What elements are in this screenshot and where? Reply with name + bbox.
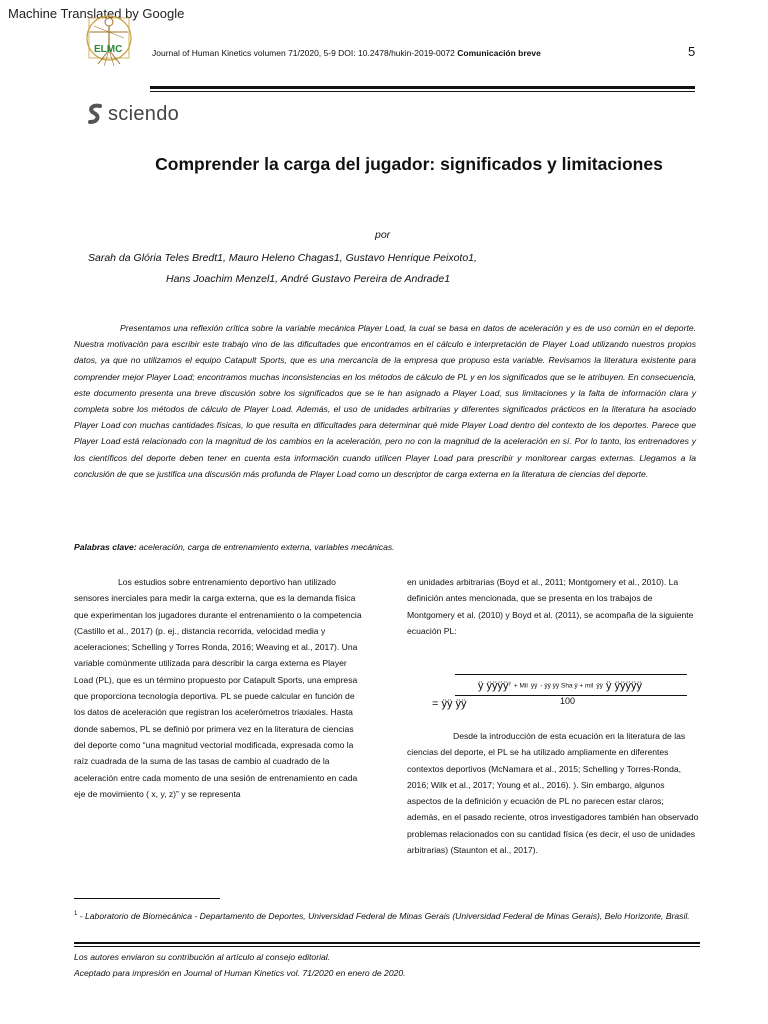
abstract (74, 320, 696, 482)
footer-acceptance-note: Aceptado para impresión en Journal of Human Kinetics vol. 71/2020 en enero de 2020. (74, 968, 406, 978)
journal-logo (76, 8, 142, 78)
equation-denominator: 100 (560, 696, 576, 706)
col-right-bot-text: Desde la introducción de esta ecuación en la literatura de las ciencias del deporte, el PL se ha utilizado ampliamente en diferentes contextos deportivos (McNamara et al., 2015; Schelling y Torres-Ronda, 2016; Wilk et al., 2017; Young et al., 2016). ). Sin embargo, algunos aspectos de la definición y ecuación de PL no parecen estar claros; además, en el pasado reciente, otros investigadores también han observado problemas relacionados con su cantidad física (es decir, el uso de unidades arbitrarias) (Staunton et al., 2017). (407, 731, 699, 856)
header-rule (150, 86, 695, 89)
footnote (74, 908, 704, 923)
equation-numerator (478, 680, 642, 692)
eq-term-5: ÿÿ (596, 682, 603, 690)
authors-line-1: Sarah da Glória Teles Bredt1, Mauro Heleno Chagas1, Gustavo Henrique Peixoto1, (88, 252, 477, 264)
equation-left-side: = ÿÿ ÿÿ (432, 698, 467, 710)
eq-sup: ÿ (508, 680, 511, 686)
article-title: Comprender la carga del jugador: significados y limitaciones (155, 154, 663, 174)
eq-term-3: ÿÿ (530, 682, 538, 690)
machine-translation-watermark: Machine Translated by Google (8, 6, 185, 21)
header-rule-thin (150, 91, 695, 92)
keywords-text: aceleración, carga de entrenamiento externa, variables mecánicas. (136, 542, 395, 552)
byline-label: por (375, 229, 391, 241)
journal-header (152, 48, 541, 58)
publisher-name: sciendo (108, 102, 180, 125)
keywords (74, 542, 395, 552)
footnote-mark: 1 (74, 911, 78, 917)
col-left-text: Los estudios sobre entrenamiento deportivo han utilizado sensores inerciales para medir la carga externa, que es la demanda física que experimentan los jugadores durante el entrenamiento o la competencia (Castillo et al., 2017) (p. ej., distancia recorrida, velocidad media y aceleraciones; Schelling y Torres Ronda, 2016; Weaving et al., 2017). Una variable comúnmente utilizada para describir la carga externa es Player Load (PL), que es un término propuesto por Catapult Sports, una empresa que proporciona tecnología deportiva. PL se puede calcular en función de los datos de aceleración que registran los acelerómetros triaxiales. Hasta donde sabemos, PL se definió por primera vez en la literatura de ciencias del deporte como “una magnitud vectorial modificada, expresada como la raíz cuadrada de la suma de las tasas de cambio al cuadrado de la aceleración entre cada momento de una sesión de entrenamiento en cada eje de movimiento ( x, y, z)” y se representa (74, 577, 362, 799)
eq-term-1: ÿ ÿÿÿÿ (478, 680, 509, 692)
eq-term-4: - ÿÿ ÿÿ Sha ÿ + mil (540, 682, 594, 690)
col-right-top-text: en unidades arbitrarias (Boyd et al., 2011; Montgomery et al., 2010). La definición antes mencionada, que se presenta en los trabajos de Montgomery et al. (2010) y Boyd et al. (2011), se acompaña de la siguiente ecuación PL: (407, 577, 694, 636)
journal-info: Journal of Human Kinetics volumen 71/2020, 5-9 DOI: 10.2478/hukin-2019-0072 (152, 48, 458, 58)
footnote-text: - Laboratorio de Biomecánica - Departamento de Deportes, Universidad Federal de Minas Gerais (Universidad Federal de Minas Gerais), Belo Horizonte, Brasil. (77, 910, 690, 921)
body-column-right-bottom (407, 728, 699, 858)
body-column-right-top (407, 574, 699, 639)
body-column-left (74, 574, 362, 802)
eq-term-6: ÿ ÿÿÿÿÿ (605, 680, 643, 692)
logo-text: ELMC (94, 44, 123, 55)
authors-line-2: Hans Joachim Menzel1, André Gustavo Pereira de Andrade1 (166, 273, 451, 285)
sciendo-icon (86, 103, 104, 125)
footer-submission-note: Los autores enviaron su contribución al artículo al consejo editorial. (74, 952, 331, 962)
footer-rule-thin (74, 946, 700, 947)
eq-term-2: + Mil (513, 682, 528, 690)
publisher-logo (86, 100, 179, 128)
equation-sqrt-line (455, 674, 687, 675)
footer-rule (74, 942, 700, 944)
keywords-label: Palabras clave: (74, 542, 137, 552)
footnote-rule (74, 898, 220, 899)
page-number: 5 (688, 44, 696, 59)
article-type: Comunicación breve (457, 48, 541, 58)
abstract-text: Presentamos una reflexión crítica sobre la variable mecánica Player Load, la cual se basa en datos de aceleración y es de uso común en el deporte. Nuestra motivación para escribir este trabajo vino de las dificultades que encontramos en el cálculo e interpretación de Player Load utilizando nuestros propios datos, ya que no utilizamos el equipo Catapult Sports, que es una mercancía de la empresa que propuso esta variable. Revisamos la literatura existente para comprender mejor Player Load; encontramos muchas inconsistencias en los métodos de cálculo de PL y en los significados que se le atribuyen. En consecuencia, este documento presenta una breve discusión sobre los significados que se le han asignado a Player Load, sus limitaciones y la falta de información clara y completa sobre los métodos de cálculo de Player Load. Además, el uso de unidades arbitrarias y diferentes significados prácticos en la literatura ha asociado Player Load con muchas cantidades físicas, lo que resulta en dificultades para determinar qué mide Player Load dentro del contexto de los deportes. Parece que Player Load está relacionado con la magnitud de los cambios en la aceleración, pero no con la magnitud de la aceleración en sí. Por lo tanto, los entrenadores y los científicos del deporte deben tener en cuenta esta información cuando utilicen Player Load para prescribir y monitorear cargas externas. Llegamos a la conclusión de que se justifica una discusión más profunda de Player Load como un descriptor de carga externa en la literatura de ciencias del deporte. (74, 323, 696, 479)
